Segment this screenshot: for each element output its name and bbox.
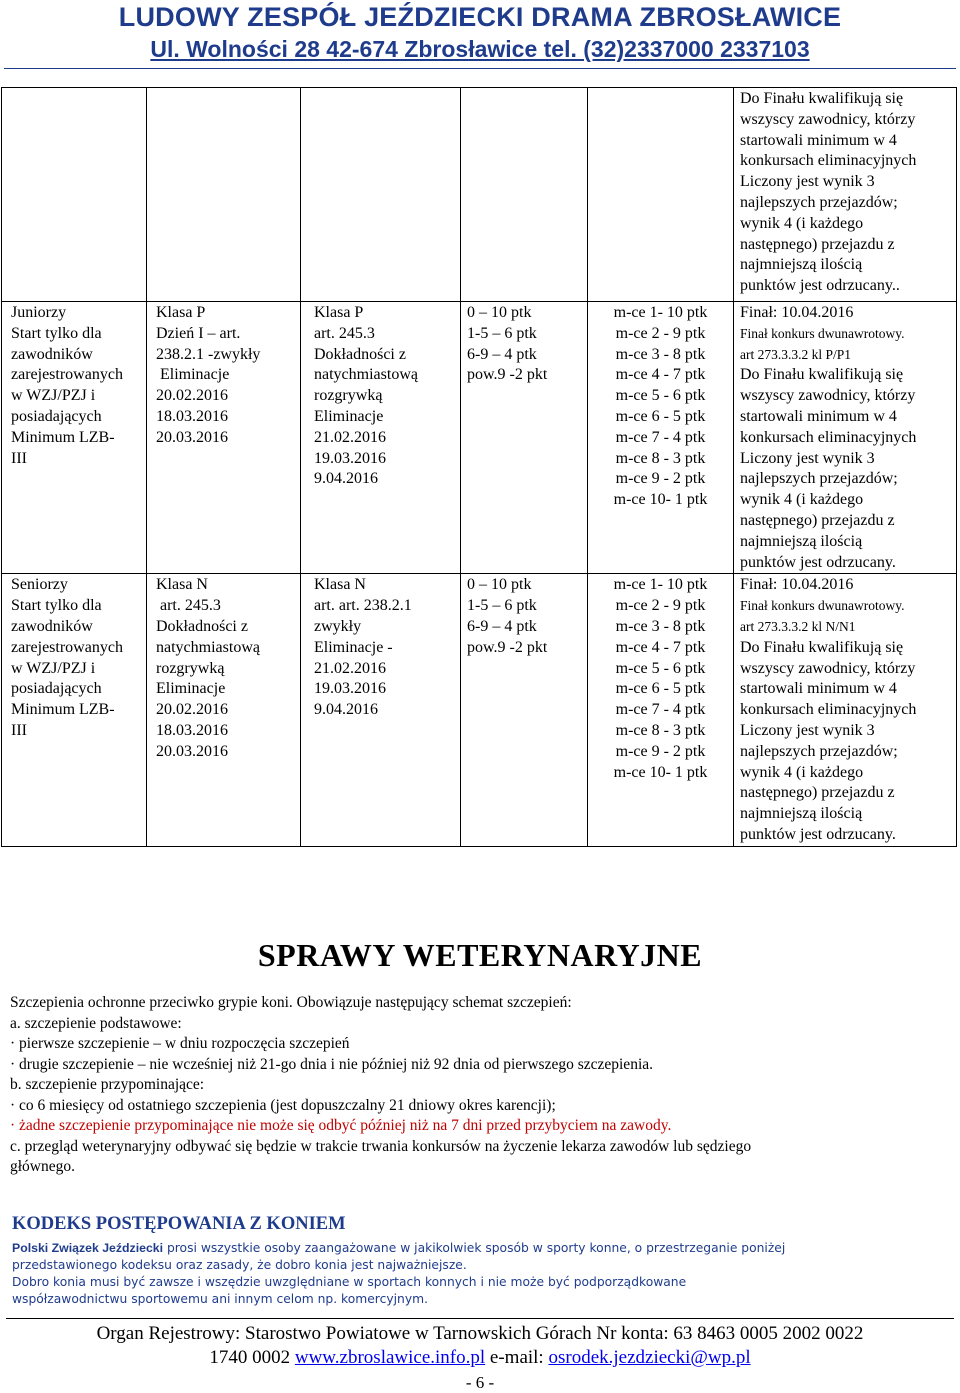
table-cell (301, 88, 461, 302)
final-date: Finał: 10.04.2016 (740, 576, 854, 594)
final-note-line: Do Finału kwalifikują się (740, 366, 904, 384)
vet-intro: Szczepienia ochronne przeciwko grypie koni. Obowiązuje następujący schemat szczepień: (10, 994, 572, 1011)
class1-line: 20.02.2016 (156, 701, 228, 719)
top-note-cell (734, 88, 957, 302)
final-note-line: konkursach eliminacyjnych (740, 701, 917, 719)
category-line: III (11, 721, 27, 739)
vet-b2-warning: · żadne szczepienie przypominające nie może się odbyć później niż na 7 dni przed przybyciem na zawody. (10, 1117, 672, 1134)
class2-line: Eliminacje - (314, 638, 393, 656)
vet-section (10, 993, 950, 1178)
class2-line: 19.03.2016 (314, 680, 386, 698)
vet-a-title: a. szczepienie podstawowe: (10, 1014, 182, 1032)
top-note-line: najmniejszą ilością (740, 256, 863, 274)
table-cell (588, 88, 734, 302)
class1-line: Klasa P (156, 304, 206, 321)
class1-line: Dzień I – art. (156, 324, 241, 342)
letterhead-title: LUDOWY ZESPÓŁ JEŹDZIECKI DRAMA ZBROSŁAWICE (118, 2, 842, 32)
category-line: Minimum LZB- (11, 701, 115, 719)
places-line: m-ce 9 - 2 ptk (615, 742, 706, 760)
class1-cell (147, 574, 301, 846)
places-line: m-ce 2 - 9 ptk (615, 324, 706, 342)
kodeks-line-1-rest: prosi wszystkie osoby zaangażowane w jakikolwiek sposób w sporty konne, o przestrzeganie poniżej (163, 1241, 786, 1255)
table-row-top (2, 88, 957, 302)
kodeks-org: Polski Związek Jeździecki (12, 1241, 164, 1255)
class1-line: 20.02.2016 (156, 387, 228, 405)
top-note-line: najlepszych przejazdów; (740, 193, 898, 211)
class1-cell (147, 302, 301, 574)
class2-line: rozgrywką (314, 387, 383, 405)
category-line: Seniorzy (11, 576, 68, 594)
final-note-line: startowali minimum w 4 (740, 407, 897, 425)
class2-cell (301, 574, 461, 846)
final-note-line: Liczony jest wynik 3 (740, 721, 875, 739)
website-link[interactable]: www.zbroslawice.info.pl (294, 1347, 486, 1368)
places-line: m-ce 6 - 5 ptk (615, 680, 706, 698)
points-line: pow.9 -2 pkt (467, 366, 548, 384)
vet-b1: · co 6 miesięcy od ostatniego szczepienia (jest dopuszczalny 21 dniowy okres karencji); (10, 1096, 556, 1114)
class2-line: Dokładności z (314, 345, 406, 363)
category-line: zawodników (11, 345, 93, 363)
places-line: m-ce 7 - 4 ptk (615, 701, 706, 719)
footer-account-tail: 1740 0002 (209, 1347, 295, 1368)
final-small-line: art 273.3.3.2 kl N/N1 (740, 618, 856, 634)
final-note-line: punktów jest odrzucany. (740, 553, 896, 571)
email-label: e-mail: (485, 1347, 549, 1368)
vet-b-title: b. szczepienie przypominające: (10, 1076, 205, 1093)
category-line: zawodników (11, 617, 93, 635)
final-note-line: najlepszych przejazdów; (740, 742, 898, 760)
places-line: m-ce 3 - 8 ptk (615, 345, 706, 363)
vet-section-title: SPRAWY WETERYNARYJNE (257, 937, 703, 973)
kodeks-title: KODEKS POSTĘPOWANIA Z KONIEM (12, 1214, 346, 1234)
final-small-line: art 273.3.3.2 kl P/P1 (740, 346, 852, 362)
final-date: Finał: 10.04.2016 (740, 304, 854, 321)
class2-line: 21.02.2016 (314, 659, 386, 677)
class2-line: Klasa P (314, 304, 364, 321)
final-note-line: wynik 4 (i każdego (740, 491, 864, 509)
final-cell (734, 574, 957, 846)
competition-table (1, 87, 957, 847)
vet-c2: głównego. (10, 1158, 76, 1175)
category-line: posiadających (11, 680, 102, 698)
top-note-line: wynik 4 (i każdego (740, 214, 864, 232)
page-number: - 6 - (465, 1373, 495, 1392)
category-line: zarejestrowanych (11, 366, 123, 384)
class1-line: natychmiastową (156, 638, 260, 656)
points-line: 1-5 – 6 ptk (467, 597, 537, 615)
letterhead-address-text: Ul. Wolności 28 42-674 Zbrosławice tel. (32)2337000 2337103 (150, 36, 810, 62)
class2-line: natychmiastową (314, 366, 418, 384)
category-line: Start tylko dla (11, 597, 102, 615)
letterhead-address (0, 36, 960, 63)
top-note-line: Do Finału kwalifikują się (740, 90, 904, 107)
footer-divider (6, 1318, 954, 1319)
category-line: posiadających (11, 407, 102, 425)
class1-line: 18.03.2016 (156, 721, 228, 739)
table-row-juniorzy (2, 302, 957, 574)
top-note-line: wszyscy zawodnicy, którzy (740, 110, 916, 128)
class2-line: 9.04.2016 (314, 701, 378, 719)
final-note-line: wynik 4 (i każdego (740, 763, 864, 781)
final-note-line: najmniejszą ilością (740, 805, 863, 823)
class2-line: 9.04.2016 (314, 470, 378, 488)
places-line: m-ce 1- 10 ptk (613, 576, 708, 594)
kodeks-line-2: przedstawionego kodeksu oraz zasady, że dobro konia jest najważniejsze. (12, 1258, 467, 1272)
points-line: 6-9 – 4 ptk (467, 345, 537, 363)
footer (0, 1322, 960, 1370)
category-line: w WZJ/PZJ i (11, 659, 96, 677)
places-line: m-ce 6 - 5 ptk (615, 407, 706, 425)
final-small-line: Finał konkurs dwunawrotowy. (740, 325, 905, 341)
category-cell (2, 302, 147, 574)
points-line: 0 – 10 ptk (467, 304, 532, 321)
kodeks-line-1 (12, 1240, 952, 1257)
table-cell (461, 88, 588, 302)
places-line: m-ce 3 - 8 ptk (615, 617, 706, 635)
places-line: m-ce 5 - 6 ptk (615, 659, 706, 677)
top-note-line: startowali minimum w 4 (740, 131, 897, 149)
top-note-line: Liczony jest wynik 3 (740, 173, 875, 191)
category-cell (2, 574, 147, 846)
class2-line: Eliminacje (314, 407, 384, 425)
points-line: 0 – 10 ptk (467, 576, 532, 594)
final-note-line: wszyscy zawodnicy, którzy (740, 659, 916, 677)
category-line: w WZJ/PZJ i (11, 387, 96, 405)
top-note-line: następnego) przejazdu z (740, 235, 895, 253)
places-cell (588, 574, 734, 846)
class1-line: 20.03.2016 (156, 742, 228, 760)
places-line: m-ce 5 - 6 ptk (615, 387, 706, 405)
places-line: m-ce 4 - 7 ptk (615, 638, 706, 656)
category-line: III (11, 449, 27, 467)
final-small-line: Finał konkurs dwunawrotowy. (740, 598, 905, 614)
kodeks-line-3: Dobro konia musi być zawsze i wszędzie uwzględniane w sportach konnych i nie może być podporządkowane (12, 1275, 687, 1289)
class1-line: 238.2.1 -zwykły (156, 345, 261, 363)
vet-c1: c. przegląd weterynaryjny odbywać się będzie w trakcie trwania konkursów na życzenie lekarza zawodów lub sędziego (10, 1137, 752, 1155)
places-line: m-ce 1- 10 ptk (613, 304, 708, 321)
places-line: m-ce 9 - 2 ptk (615, 470, 706, 488)
header-divider (4, 68, 956, 69)
kodeks-line-4: współzawodnictwu sportowemu ani innym celom np. komercyjnym. (12, 1292, 428, 1306)
vet-a2: · drugie szczepienie – nie wcześniej niż 21-go dnia i nie później niż 92 dnia od pierwszego szczepienia. (10, 1055, 654, 1073)
final-note-line: konkursach eliminacyjnych (740, 428, 917, 446)
final-note-line: następnego) przejazdu z (740, 511, 895, 529)
places-line: m-ce 7 - 4 ptk (615, 428, 706, 446)
class1-line: rozgrywką (156, 659, 225, 677)
points-line: 6-9 – 4 ptk (467, 617, 537, 635)
places-line: m-ce 4 - 7 ptk (615, 366, 706, 384)
class2-line: art. 245.3 (314, 324, 375, 342)
points-line: pow.9 -2 pkt (467, 638, 548, 656)
final-note-line: punktów jest odrzucany. (740, 825, 896, 843)
class2-cell (301, 302, 461, 574)
footer-line-2 (0, 1346, 960, 1370)
points-cell (461, 302, 588, 574)
class1-line: Eliminacje (156, 680, 226, 698)
places-line: m-ce 10- 1 ptk (613, 763, 708, 781)
table-cell (2, 88, 147, 302)
final-note-line: najlepszych przejazdów; (740, 470, 898, 488)
places-line: m-ce 8 - 3 ptk (615, 449, 706, 467)
points-cell (461, 574, 588, 846)
class2-line: 21.02.2016 (314, 428, 386, 446)
final-note-line: następnego) przejazdu z (740, 784, 895, 802)
final-note-line: Do Finału kwalifikują się (740, 638, 904, 656)
category-line: zarejestrowanych (11, 638, 123, 656)
points-line: 1-5 – 6 ptk (467, 324, 537, 342)
footer-line-1: Organ Rejestrowy: Starostwo Powiatowe w Tarnowskich Górach Nr konta: 63 8463 0005 2002 0022 (96, 1323, 864, 1344)
final-note-line: startowali minimum w 4 (740, 680, 897, 698)
category-line: Minimum LZB- (11, 428, 115, 446)
top-note-line: punktów jest odrzucany.. (740, 277, 900, 295)
top-note-line: konkursach eliminacyjnych (740, 152, 917, 170)
category-line: Start tylko dla (11, 324, 102, 342)
final-cell (734, 302, 957, 574)
class2-line: zwykły (314, 617, 362, 635)
class1-line: Eliminacje (160, 366, 230, 384)
class1-line: Dokładności z (156, 617, 248, 635)
places-line: m-ce 8 - 3 ptk (615, 721, 706, 739)
class1-line: 20.03.2016 (156, 428, 228, 446)
final-note-line: wszyscy zawodnicy, którzy (740, 387, 916, 405)
category-line: Juniorzy (11, 304, 67, 321)
class2-line: 19.03.2016 (314, 449, 386, 467)
places-line: m-ce 2 - 9 ptk (615, 597, 706, 615)
class1-line: 18.03.2016 (156, 407, 228, 425)
email-link[interactable]: osrodek.jezdziecki@wp.pl (548, 1347, 751, 1368)
class2-line: art. art. 238.2.1 (314, 597, 412, 615)
class2-line: Klasa N (314, 576, 366, 594)
places-line: m-ce 10- 1 ptk (613, 491, 708, 509)
kodeks-section (12, 1240, 952, 1308)
class1-line: Klasa N (156, 576, 208, 594)
final-note-line: Liczony jest wynik 3 (740, 449, 875, 467)
places-cell (588, 302, 734, 574)
table-row-seniorzy (2, 574, 957, 846)
class1-line: art. 245.3 (160, 597, 221, 615)
vet-a1: · pierwsze szczepienie – w dniu rozpoczęcia szczepień (10, 1035, 350, 1052)
table-cell (147, 88, 301, 302)
final-note-line: najmniejszą ilością (740, 532, 863, 550)
